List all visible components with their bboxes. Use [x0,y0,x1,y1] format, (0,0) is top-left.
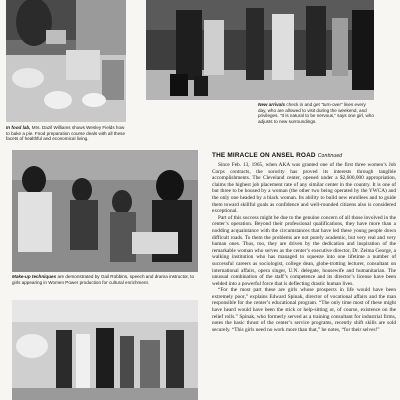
article-column [212,152,396,400]
article-paragraph: Part of this success might be due to the genuine concern of all those involved in the center’s operation. Beyond their professional qualifications, they have more than a nodding acquaintance with the circumstances that have led these young people down difficult roads. To them the problems are not purely academic, but very real and very human ones. Thus, too, they are driven by the dedication and inspiration of the remarkable woman who serves as the center’s executive director, Dr. Zelma George, a walking institution who has managed to squeeze into one lifetime a number of successful careers as sociologist, college dean, globe-trotting lecturer, consultant on international affairs, opera singer, U.N. delegate, housewife and humanitarian. The unusual combination of the staff’s competence and its director’s license have been welded into a powerful force that is deflecting drastic human lives. [212,214,396,287]
food-lab-photo [6,0,126,122]
article-paragraph: “For the most part these are girls whose prospects in life would have been extremely poor,” explains Edward Spinak, director of vocational affairs and the man responsible for the center’s educational program. “The only time most of these might have heard would have been the stick or help-sitting or, of course, existence on the relief rolls.” Spinak, who formerly served as a training consultant for industrial firms, notes the basic thrust of the center’s service programs, recently shift skills are sold securely. “This girls need no work more than that,” he notes, “for their selves!” [212,287,396,333]
new-arrivals-photo [146,0,374,100]
continued-label: Continued [317,153,343,159]
new-arrivals-caption [258,102,374,124]
caption-text: check in and get “turn-over” lines every day, who are allowed to visit during the weekend, and privileges. “It is natural to be nervous,” says one girl, who adjusts to new surroundings. [258,102,374,124]
caption-lead: In food lab, [6,125,31,130]
article-headline [212,152,396,159]
group-photo [12,300,198,400]
caption-lead: Make-up techniques [12,274,57,279]
caption-text: Mrs. Dazil Williams shows Wesley Fields how to bake a pie. Food preparation course deals with all these facets of healthful and economical living. [6,125,126,142]
makeup-caption [12,274,198,285]
headline-text: THE MIRACLE ON ANSEL ROAD [212,152,316,159]
article-paragraph: Since Feb. 13, 1965, when AKA was granted one of the first three women’s Job Corps contracts, the sorority has proved its interests through tangible accomplishments. The Cleveland center, opened under a $2,600,000 appropriation, claims the highest job placement rate of any similar center in the country. It is one of but three to be housed by a woman (the other two being operated by the YWCA) and the only one headed by a black woman. Its ability to build new enrollees and to guide them toward skillful goals as confidence and well-rounded citizens also is considered exceptional. [212,162,396,215]
caption-text: are demonstrated by Gail Robbins, speech and drama instructor, to girls appearing in Women Power production for cultural enrichment. [12,274,195,285]
caption-lead: New arrivals [258,102,286,107]
food-lab-caption [6,125,126,142]
makeup-photo [12,150,198,272]
